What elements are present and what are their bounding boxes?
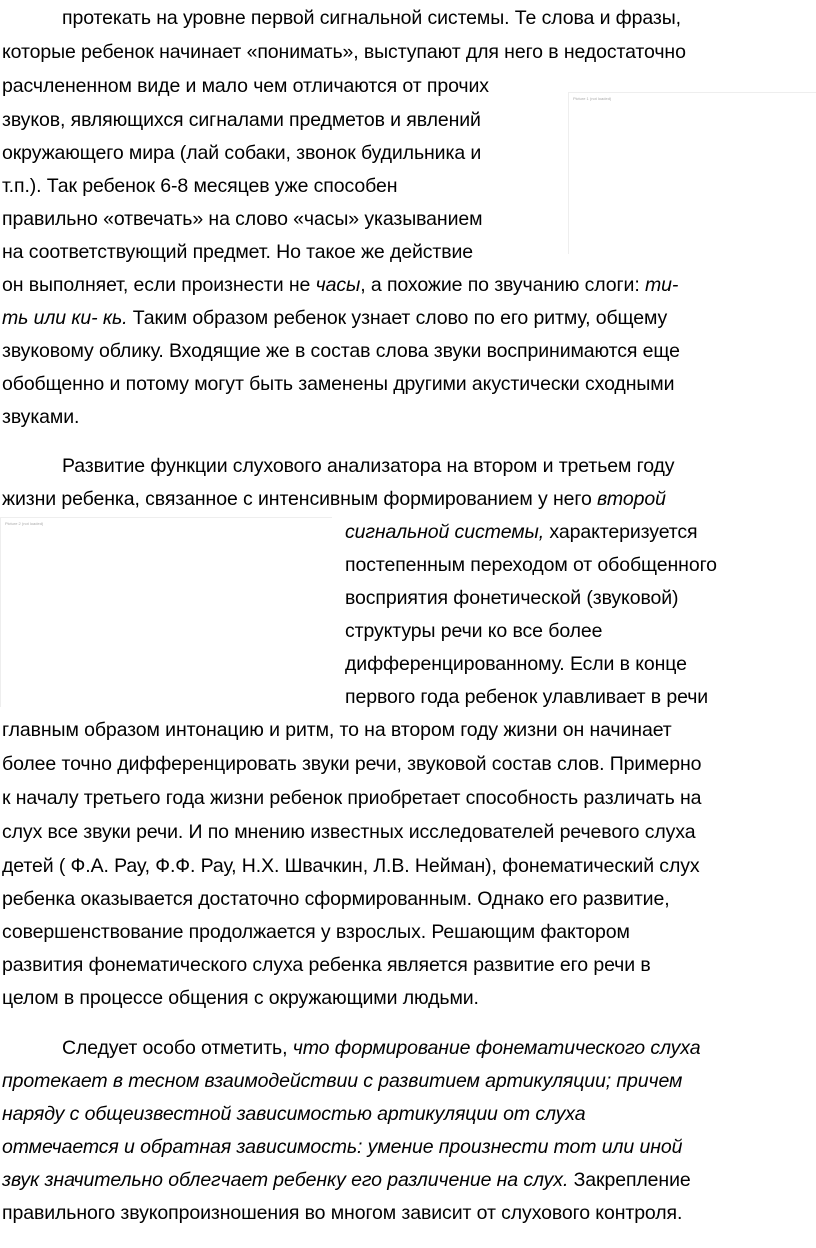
italic-run: ть или ки- кь. bbox=[2, 307, 128, 329]
image-caption: Picture 2 (not loaded) bbox=[5, 521, 44, 526]
image-caption: Picture 1 (not loaded) bbox=[573, 96, 612, 101]
text-line: восприятия фонетической (звуковой) bbox=[345, 587, 679, 609]
text-run: жизни ребенка, связанное с интенсивным формированием у него bbox=[2, 488, 598, 510]
text-line: на соответствующий предмет. Но такое же действие bbox=[2, 241, 474, 263]
text-line bbox=[2, 1065, 682, 1098]
text-run: Закрепление bbox=[568, 1169, 691, 1191]
italic-run: второй bbox=[597, 488, 666, 510]
image-placeholder-1 bbox=[568, 92, 816, 254]
text-line bbox=[2, 483, 666, 516]
text-line: протекать на уровне первой сигнальной системы. Те слова и фразы, bbox=[62, 7, 681, 29]
text-line bbox=[2, 1164, 691, 1197]
text-line bbox=[62, 1032, 700, 1065]
text-run: Таким образом ребенок узнает слово по его ритму, общему bbox=[127, 307, 668, 329]
text-line: первого года ребенок улавливает в речи bbox=[345, 686, 709, 708]
text-line: Развитие функции слухового анализатора на втором и третьем году bbox=[62, 455, 675, 477]
text-line: слух все звуки речи. И по мнению известных исследователей речевого слуха bbox=[2, 821, 696, 843]
text-line bbox=[2, 302, 667, 335]
text-line: более точно дифференцировать звуки речи, звуковой состав слов. Примерно bbox=[2, 753, 702, 775]
text-line: совершенствование продолжается у взрослых. Решающим фактором bbox=[2, 921, 630, 943]
image-placeholder-2 bbox=[0, 517, 332, 707]
italic-run: отмечается и обратная зависимость: умение произнести тот или иной bbox=[2, 1136, 683, 1158]
text-line: к началу третьего года жизни ребенок приобретает способность различать на bbox=[2, 787, 702, 809]
text-line: правильно «отвечать» на слово «часы» указыванием bbox=[2, 208, 483, 230]
text-line: обобщенно и потому могут быть заменены другими акустически сходными bbox=[2, 373, 675, 395]
text-line: развития фонематического слуха ребенка является развитие его речи в bbox=[2, 954, 651, 976]
text-line: звуков, являющихся сигналами предметов и явлений bbox=[2, 109, 481, 131]
text-line: правильного звукопроизношения во многом зависит от слухового контроля. bbox=[2, 1202, 683, 1224]
text-run: он выполняет, если произнести не bbox=[2, 274, 316, 296]
text-run: Следует особо отметить, bbox=[62, 1037, 293, 1059]
italic-run: ти- bbox=[644, 274, 679, 296]
italic-run: сигнальной системы, bbox=[345, 521, 545, 543]
text-run: характеризуется bbox=[544, 521, 698, 543]
italic-run: часы bbox=[315, 274, 361, 296]
text-line: расчлененном виде и мало чем отличаются от прочих bbox=[2, 75, 489, 97]
text-line: целом в процессе общения с окружающими людьми. bbox=[2, 987, 479, 1009]
text-line: структуры речи ко все более bbox=[345, 620, 603, 642]
text-line bbox=[2, 1098, 586, 1131]
text-line: звуками. bbox=[2, 406, 80, 428]
text-line: детей ( Ф.А. Рау, Ф.Ф. Рау, Н.Х. Швачкин, Л.В. Нейман), фонематический слух bbox=[2, 855, 700, 877]
italic-run: звук значительно облегчает ребенку его различение на слух. bbox=[2, 1169, 569, 1191]
text-line: дифференцированному. Если в конце bbox=[345, 653, 687, 675]
italic-run: наряду с общеизвестной зависимостью артикуляции от слуха bbox=[2, 1103, 586, 1125]
text-line: которые ребенок начинает «понимать», выступают для него в недостаточно bbox=[2, 41, 686, 63]
text-line: главным образом интонацию и ритм, то на втором году жизни он начинает bbox=[2, 719, 672, 741]
text-line: звуковому облику. Входящие же в состав слова звуки воспринимаются еще bbox=[2, 340, 680, 362]
text-line: ребенка оказывается достаточно сформированным. Однако его развитие, bbox=[2, 888, 670, 910]
text-line bbox=[2, 269, 678, 302]
text-line: т.п.). Так ребенок 6-8 месяцев уже способен bbox=[2, 175, 398, 197]
text-line bbox=[2, 1131, 682, 1164]
text-line: окружающего мира (лай собаки, звонок будильника и bbox=[2, 142, 482, 164]
text-line bbox=[345, 516, 698, 549]
italic-run: что формирование фонематического слуха bbox=[292, 1037, 701, 1059]
text-run: , а похожие по звучанию слоги: bbox=[360, 274, 645, 296]
text-line: постепенным переходом от обобщенного bbox=[345, 554, 717, 576]
italic-run: протекает в тесном взаимодействии с развитием артикуляции; причем bbox=[2, 1070, 683, 1092]
